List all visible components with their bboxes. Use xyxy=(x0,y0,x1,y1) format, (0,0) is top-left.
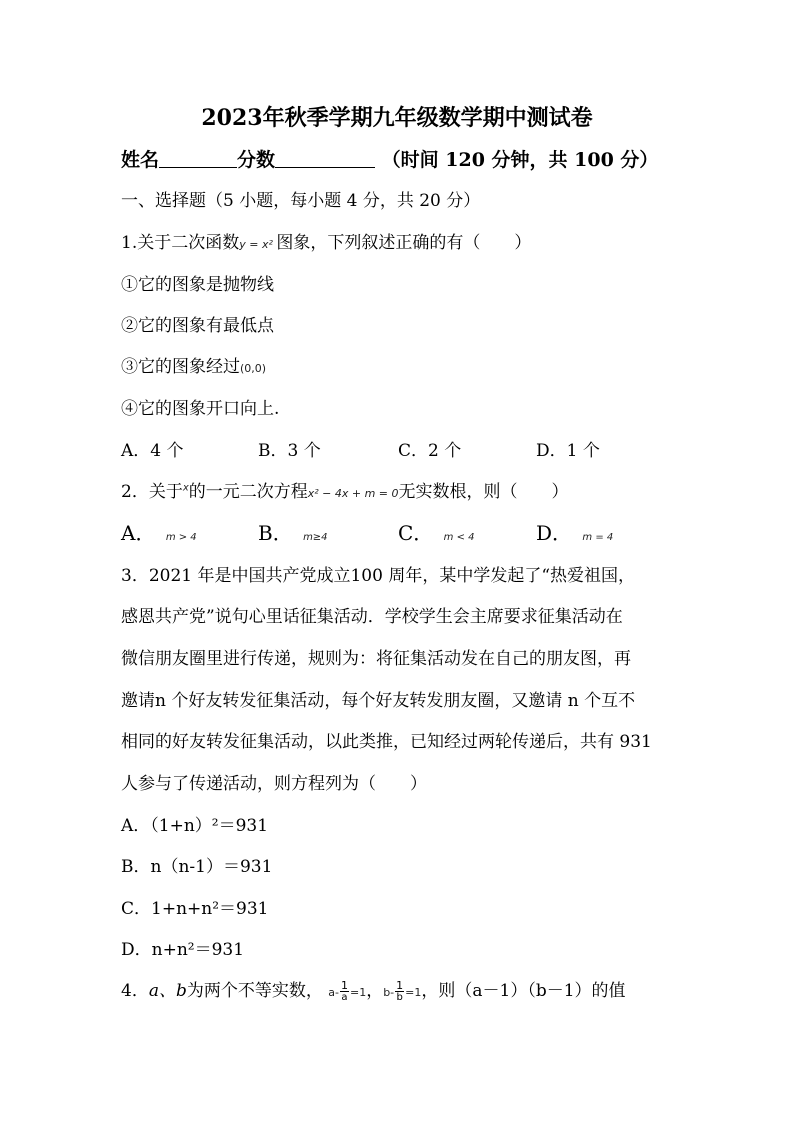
q2-option-c-value: m < 4 xyxy=(443,532,475,543)
q1-statement-2: ②它的图象有最低点 xyxy=(121,316,274,336)
q2-option-a-letter: A． xyxy=(121,521,156,545)
q3-option-d[interactable]: D．n+n²＝931 xyxy=(121,940,245,960)
q1-stem-text: 1.关于二次函数 xyxy=(121,233,240,253)
q4-fraction-1 xyxy=(340,980,349,1003)
q2-option-b[interactable] xyxy=(258,522,328,549)
q4-fraction-1-denominator: a xyxy=(341,992,348,1003)
q1-statement-1: ①它的图象是抛物线 xyxy=(121,275,274,295)
score-label: 分数 xyxy=(237,149,276,171)
q3-option-b[interactable]: B．n（n-1）＝931 xyxy=(121,857,273,877)
q2-option-b-letter: B． xyxy=(258,521,293,545)
q3-line-5: 相同的好友转发征集活动，以此类推，已知经过两轮传递后，共有 931 xyxy=(121,732,652,752)
q2-stem-text-3: 无实数根，则（ ） xyxy=(398,482,569,502)
q1-formula: y = x² xyxy=(239,238,277,251)
q1-statement-3-text: ③它的图象经过 xyxy=(121,357,240,377)
q3-line-1: 3．2021 年是中国共产党成立100 周年，某中学发起了“热爱祖国， xyxy=(121,566,636,586)
q4-fraction-2 xyxy=(395,980,404,1003)
q1-option-d[interactable]: D．1 个 xyxy=(536,441,600,461)
name-label: 姓名 xyxy=(121,149,160,171)
q4-expr1-prefix: a- xyxy=(328,986,339,999)
q3-option-c[interactable]: C．1+n+n²＝931 xyxy=(121,899,269,919)
q4-vars: a、b xyxy=(148,981,187,1001)
q4-expr1-suffix: =1 xyxy=(349,986,367,999)
section-heading: 一、选择题（5 小题，每小题 4 分，共 20 分） xyxy=(121,191,481,211)
q2-option-d[interactable] xyxy=(536,522,613,549)
q2-option-d-value: m = 4 xyxy=(582,532,614,543)
question-2-stem xyxy=(121,481,569,505)
q3-line-4: 邀请n 个好友转发征集活动，每个好友转发朋友圈，又邀请 n 个互不 xyxy=(121,691,636,711)
q2-option-a-value: m > 4 xyxy=(165,532,197,543)
q1-option-a[interactable]: A．4 个 xyxy=(121,441,184,461)
q4-separator: ， xyxy=(366,981,384,1001)
page-title: 2023年秋季学期九年级数学期中测试卷 xyxy=(201,105,593,131)
q2-stem-text: 2．关于 xyxy=(121,482,183,502)
q4-fraction-1-numerator: 1 xyxy=(340,979,348,992)
q2-option-c[interactable] xyxy=(398,522,475,549)
q1-option-c[interactable]: C．2 个 xyxy=(398,441,462,461)
name-blank[interactable] xyxy=(159,149,237,168)
q4-stem-text-2: ，则（a－1）（b－1）的值 xyxy=(421,981,626,1001)
q2-option-b-value: m≥4 xyxy=(303,532,328,543)
q4-stem-text: 为两个不等实数， xyxy=(186,981,323,1001)
q1-statement-3 xyxy=(121,356,266,380)
q2-option-c-letter: C． xyxy=(398,521,434,545)
q1-statement-4: ④它的图象开口向上. xyxy=(121,399,280,419)
q3-line-6: 人参与了传递活动，则方程列为（ ） xyxy=(121,774,427,794)
q2-stem-text-2: 的一元二次方程 xyxy=(188,482,308,502)
q1-point: (0,0) xyxy=(240,362,267,375)
q4-expr2-prefix: b- xyxy=(383,986,395,999)
score-blank[interactable] xyxy=(275,149,375,168)
q1-stem-text-2: 图象，下列叙述正确的有（ ） xyxy=(276,233,532,253)
q1-option-b[interactable]: B．3 个 xyxy=(258,441,321,461)
q2-equation: x² − 4x + m = 0 xyxy=(307,487,399,500)
q4-number: 4． xyxy=(121,981,149,1001)
q2-option-a[interactable] xyxy=(121,522,197,549)
question-1-stem xyxy=(121,232,531,256)
exam-header xyxy=(121,148,658,172)
q3-line-3: 微信朋友圈里进行传递，规则为：将征集活动发在自己的朋友图，再 xyxy=(121,649,631,669)
q4-fraction-2-numerator: 1 xyxy=(396,979,404,992)
q2-option-d-letter: D． xyxy=(536,521,573,545)
q4-fraction-2-denominator: b xyxy=(396,992,403,1003)
exam-info: （时间 120 分钟，共 100 分） xyxy=(381,149,659,171)
q2-var: x xyxy=(182,482,189,494)
question-4-stem xyxy=(121,978,626,1006)
q4-expr2-suffix: =1 xyxy=(405,986,422,999)
q3-option-a[interactable]: A．（1+n）²＝931 xyxy=(121,816,269,836)
q3-line-2: 感恩共产党”说句心里话征集活动．学校学生会主席要求征集活动在 xyxy=(121,607,623,627)
